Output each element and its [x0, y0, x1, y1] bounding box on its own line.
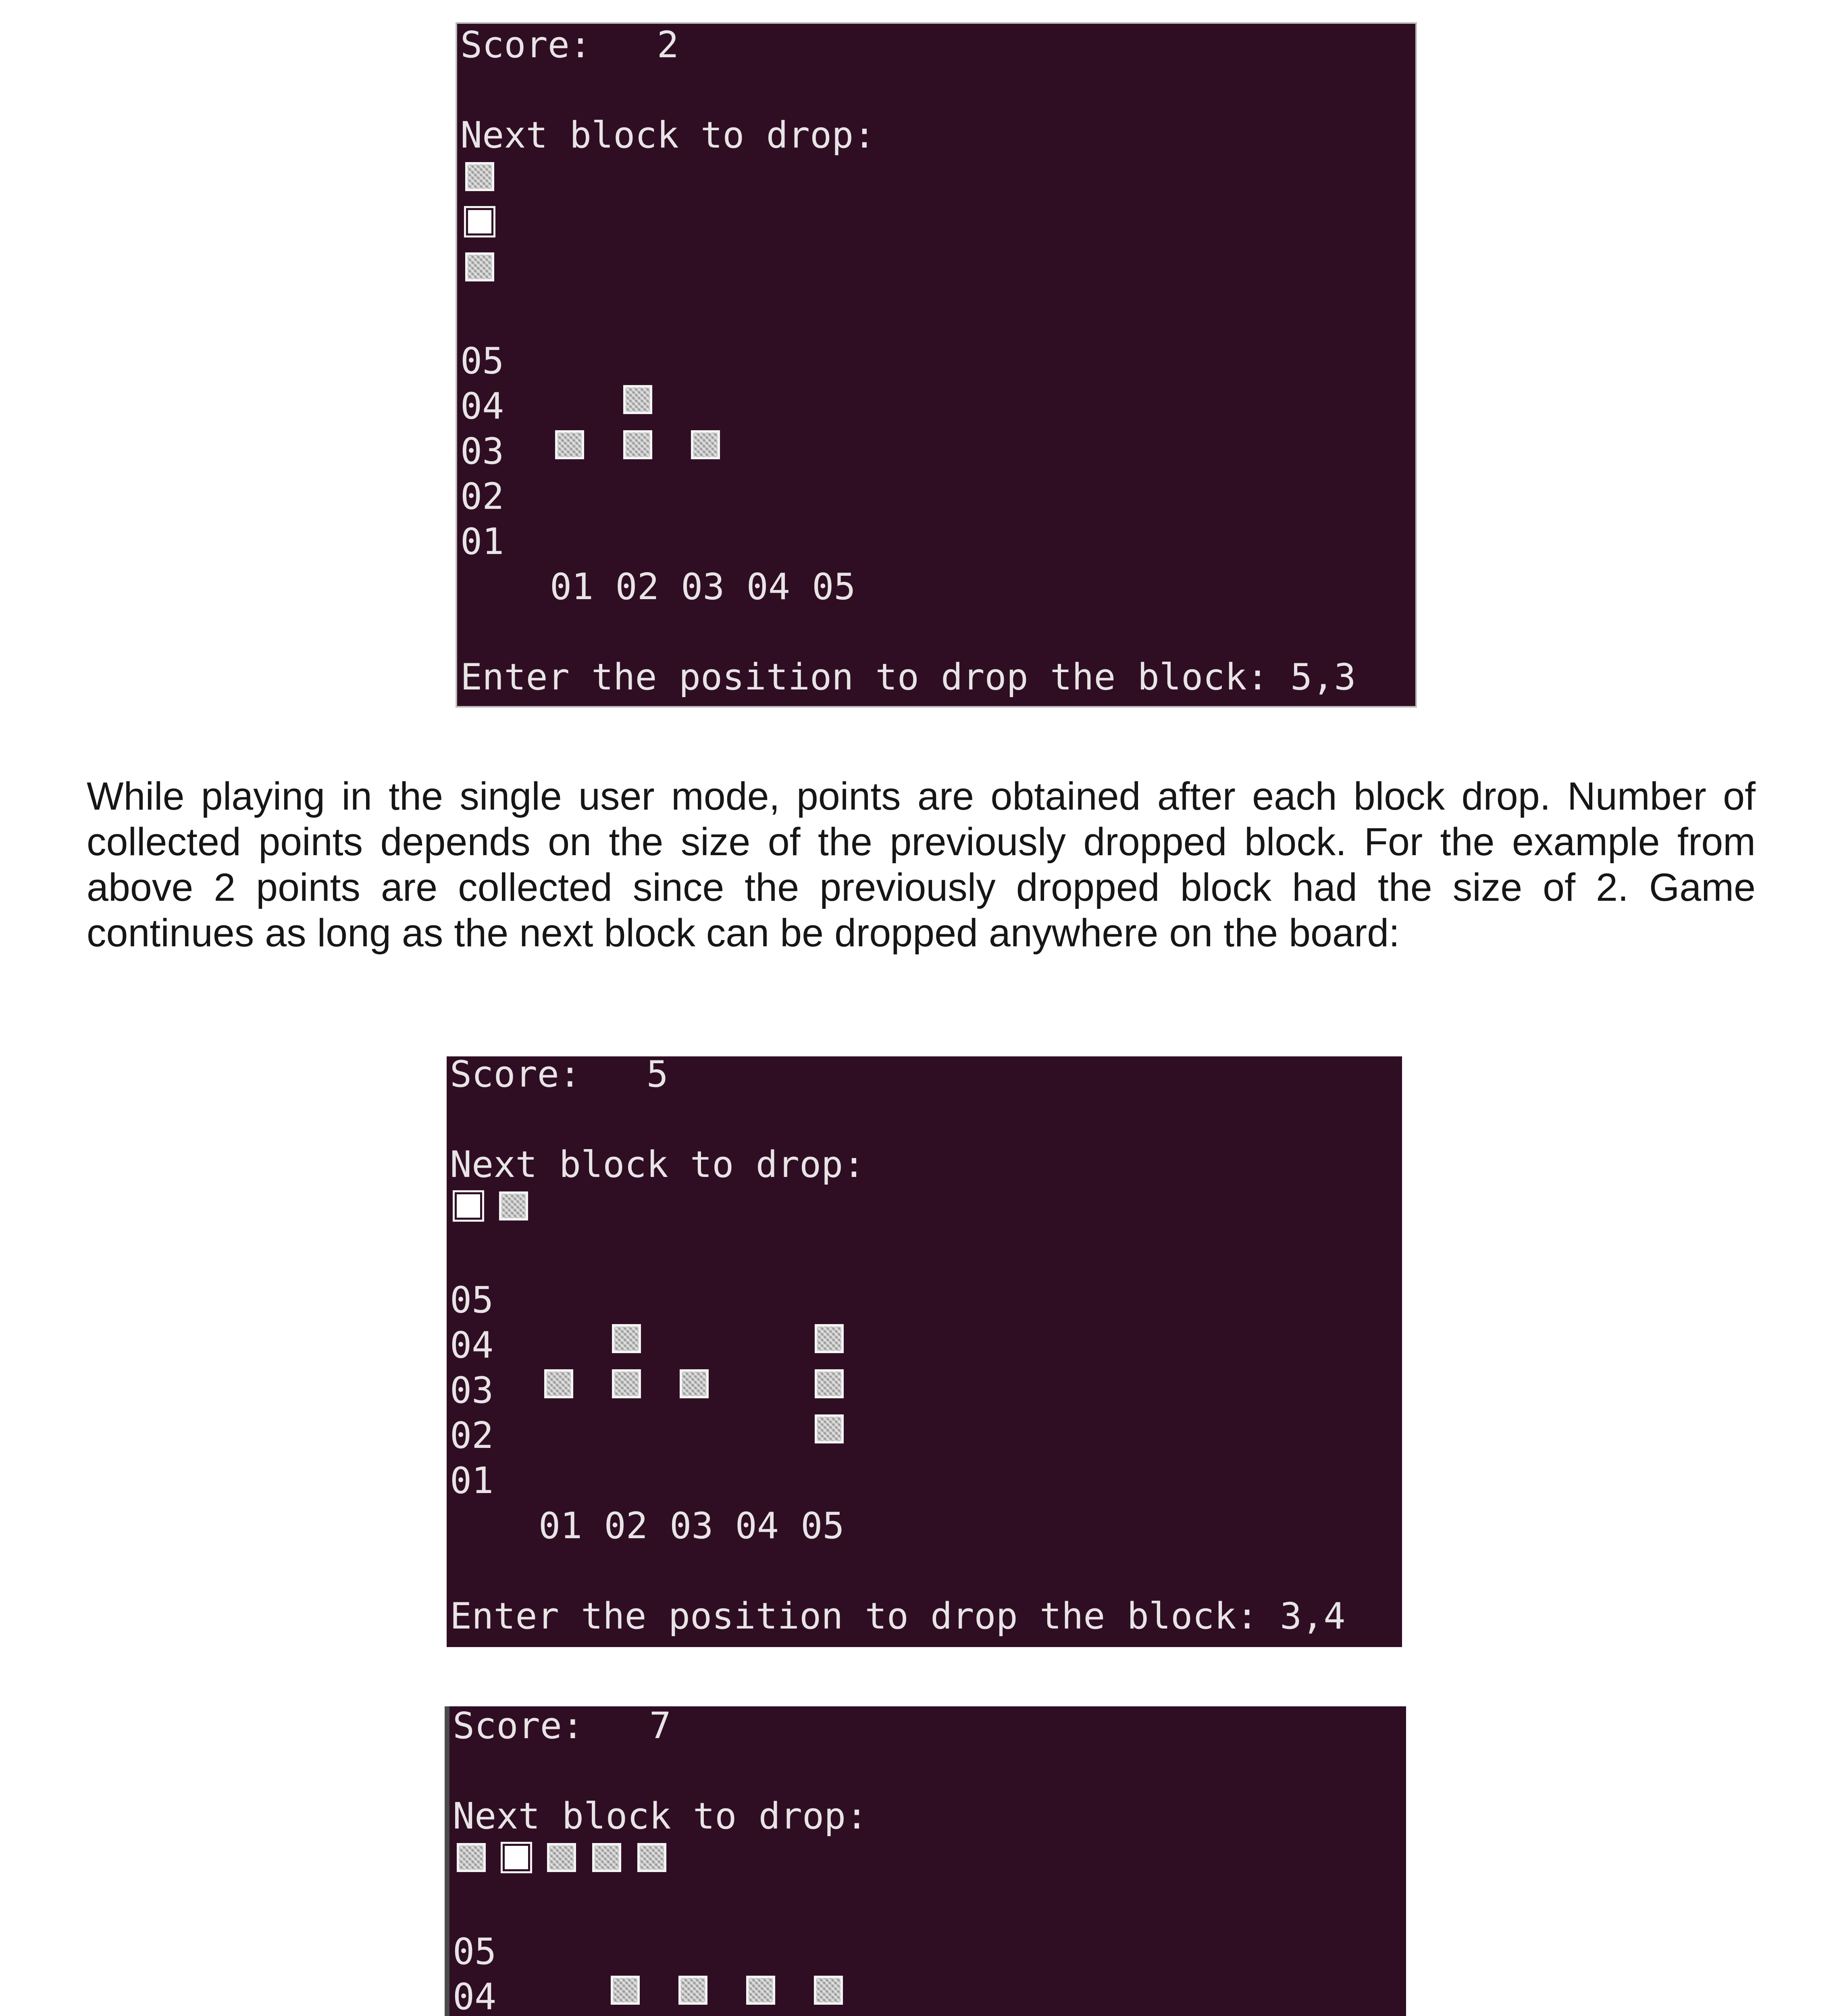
score-label: Score:: [450, 1056, 581, 1095]
board-block: [815, 1414, 844, 1443]
board-x-axis: 01 02 03 04 05: [550, 566, 856, 608]
y-label: 05: [453, 1931, 497, 1973]
y-label: 04: [450, 1324, 494, 1366]
y-label: 03: [460, 430, 504, 473]
score-value: 7: [649, 1706, 671, 1747]
next-block-cell: [465, 252, 494, 281]
terminal-screen-3: [445, 1706, 1406, 2016]
next-block-label: Next block to drop:: [450, 1143, 865, 1186]
next-block-cell: [502, 1843, 531, 1872]
next-block-cell: [547, 1843, 576, 1872]
terminal-screen-1: [456, 22, 1417, 708]
board-block: [680, 1369, 709, 1398]
score-label: Score:: [460, 24, 592, 66]
board-block: [623, 430, 652, 459]
next-block-cell: [592, 1843, 621, 1872]
board-block: [691, 430, 720, 459]
next-block-cell: [637, 1843, 666, 1872]
y-label: 02: [460, 475, 504, 518]
y-label: 05: [460, 340, 504, 382]
description-paragraph: While playing in the single user mode, points are obtained after each block drop. Number of collected points depends on the size of the previously dropped block. For the example from above 2 points are collected since the previously dropped block had the size of 2. Game continues as long as the next block can be dropped anywhere on the board:: [87, 774, 1756, 955]
board-block: [544, 1369, 573, 1398]
board-x-axis: 01 02 03 04 05: [539, 1505, 845, 1547]
board-block: [815, 1369, 844, 1398]
score-line: [453, 1706, 671, 1747]
score-value: 2: [657, 24, 679, 66]
score-value: 5: [646, 1056, 668, 1095]
y-label: 02: [450, 1414, 494, 1457]
board-block: [555, 430, 584, 459]
board-block: [746, 1976, 775, 2005]
board-block: [612, 1369, 641, 1398]
prompt-line: Enter the position to drop the block: 5,3: [460, 656, 1356, 698]
next-block-cell: [457, 1843, 486, 1872]
board-block: [815, 1324, 844, 1353]
terminal-screen-2: [447, 1056, 1402, 1647]
board-block: [612, 1324, 641, 1353]
board-block: [814, 1976, 843, 2005]
y-label: 01: [460, 521, 504, 563]
y-label: 04: [453, 1976, 497, 2016]
next-block-label: Next block to drop:: [453, 1795, 868, 1837]
score-label: Score:: [453, 1706, 584, 1747]
board-block: [611, 1976, 640, 2005]
y-label: 03: [450, 1369, 494, 1412]
score-line: [450, 1056, 668, 1093]
board-block: [678, 1976, 707, 2005]
board-block: [623, 385, 652, 414]
y-label: 04: [460, 385, 504, 427]
next-block-cell: [465, 162, 494, 191]
next-block-cell: [465, 207, 494, 236]
score-line: [460, 24, 679, 66]
y-label: 01: [450, 1460, 494, 1502]
prompt-line: Enter the position to drop the block: 3,4: [450, 1595, 1346, 1637]
next-block-cell: [454, 1191, 483, 1220]
next-block-label: Next block to drop:: [460, 114, 876, 156]
next-block-cell: [499, 1191, 528, 1220]
y-label: 05: [450, 1279, 494, 1321]
